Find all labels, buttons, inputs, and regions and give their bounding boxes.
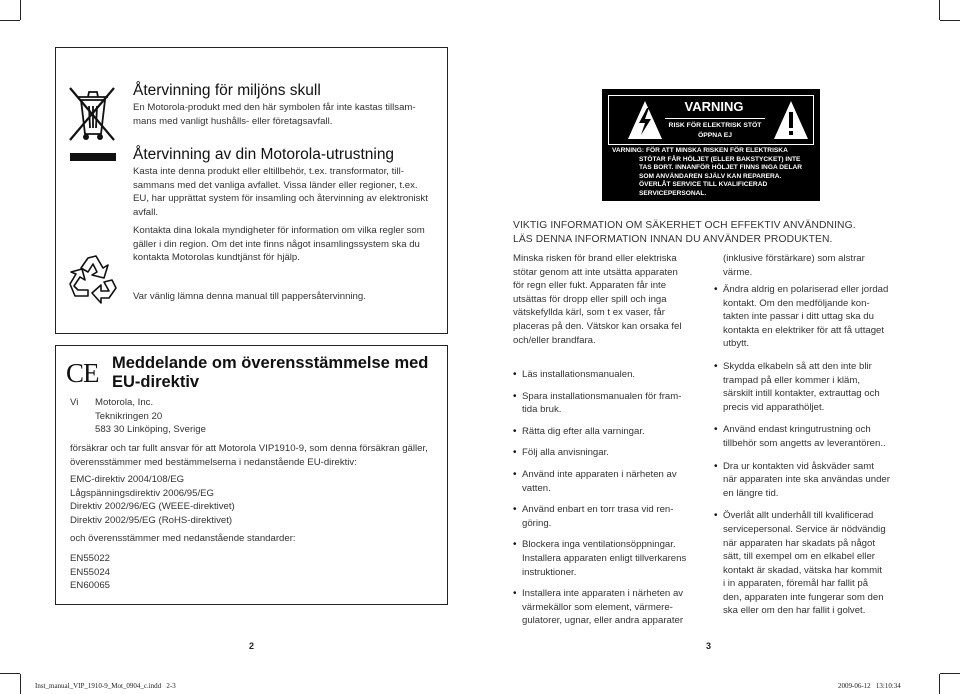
footer-file-name: Inst_manual_VIP_1910-9_Mot_0904_c.indd 2-3 [35, 682, 176, 690]
important-info-heading [513, 219, 933, 246]
declaration-line: försäkrar och tar fullt ansvar för att Motorola VIP1910-9, som denna försäkran gäller, [70, 443, 428, 454]
recycle2-line: avfall. [133, 206, 159, 218]
page-number-left: 2 [249, 641, 255, 651]
intro-line: Minska risken för brand eller elektriska [513, 253, 677, 264]
warning-label [602, 89, 820, 201]
safety-item: • Använd endast kringutrustning och tillbehör som angetts av leverantören.. [714, 423, 924, 450]
crop-mark [940, 673, 960, 674]
warning-text [612, 147, 817, 199]
warning-line: VARNING: FÖR ATT MINSKA RISKEN FÖR ELEKTRISKA [612, 147, 788, 154]
recycle2-text [133, 165, 433, 219]
vi-label: Vi [70, 397, 79, 408]
col2-intro-text [723, 252, 923, 279]
warning-subtitle [665, 121, 765, 140]
safety-item: • Använd inte apparaten i närheten av vatten. [513, 468, 708, 495]
intro-line: värme. [723, 266, 753, 278]
address-line: Teknikringen 20 [95, 410, 163, 422]
safety-item: • Överlåt allt underhåll till kvalificerad servicepersonal. Service är nödvändig när apparaten har skadats på något sätt, till exempel om en elkabel eller kontakt är skadad, vätska har kommit i in apparaten, föremål har fallit på den, apparaten inte fungerar som den ska eller om den har fallit i golvet. [714, 509, 924, 618]
declaration-text [70, 442, 442, 469]
intro-line: för regn eller fukt. Apparaten får inte [513, 280, 667, 292]
recycle-text-line: En Motorola-produkt med den här symbolen får inte kastas tillsam- [133, 102, 416, 113]
warning-line: STÖTAR FÅR HÖLJET (ELLER BAKSTYCKET) INTE [639, 155, 801, 163]
contact-line: gäller i din region. Om det inte finns något insamlingssystem ska du [133, 238, 420, 250]
directive-item: EMC-direktiv 2004/108/EG [70, 474, 185, 485]
recycle2-heading: Återvinning av din Motorola-utrustning [133, 146, 395, 163]
safety-list-col2 [714, 283, 924, 626]
crop-mark [940, 20, 960, 21]
paper-recycling-note: Var vänlig lämna denna manual till pappersåtervinning. [133, 291, 366, 302]
directive-item: Direktiv 2002/95/EG (RoHS-direktivet) [70, 514, 233, 526]
important-line: LÄS DENNA INFORMATION INNAN DU ANVÄNDER PRODUKTEN. [513, 233, 833, 245]
warning-label-header [608, 95, 814, 145]
warning-line: TAS BORT. INNANFÖR HÖLJET FINNS INGA DELAR [639, 164, 803, 172]
fire-risk-text [513, 252, 703, 347]
safety-item: • Använd enbart en torr trasa vid ren- göring. [513, 503, 708, 530]
safety-item: • Dra ur kontakten vid åskväder samt när apparaten inte ska användas under en längre tid. [714, 460, 924, 501]
intro-line: vätskefyllda kärl, som t ex vaser, får [513, 307, 665, 319]
ce-title [112, 354, 428, 392]
intro-line: och/eller brandfara. [513, 334, 596, 346]
crop-mark [0, 20, 20, 21]
safety-item: • Blockera inga ventilationsöppningar. Installera apparaten enligt tillverkarens instruktioner. [513, 538, 708, 579]
warning-sub-line: ÖPPNA EJ [697, 131, 733, 139]
recycle-text [133, 101, 433, 128]
warning-line: SERVICEPERSONAL. [639, 189, 707, 197]
recycle2-line: sammans med det vanliga avfallet. Vissa länder eller regioner, t.ex. [133, 179, 418, 191]
recycle2-line: EU, har upprättat system för insamling och återvinning av elektroniskt [133, 193, 428, 205]
declaration-line: överensstämmer med bestämmelserna i nedanstående EU-direktiv: [70, 456, 357, 468]
recycle-icon [66, 250, 122, 306]
ce-title-line: Meddelande om överensstämmelse med [112, 354, 429, 372]
contact-line: Kontakta dina lokala myndigheter för information om vilka regler som [133, 225, 425, 236]
warning-title: VARNING [684, 99, 744, 114]
safety-item: • Skydda elkabeln så att den inte blir trampad på eller kommer i kläm, särskilt intill kontakter, extrauttag och precis vid apparathöljet. [714, 360, 924, 414]
standards-list [70, 552, 110, 593]
crop-mark [20, 0, 21, 20]
safety-item: • Läs installationsmanualen. [513, 368, 708, 382]
lightning-warning-icon [625, 98, 665, 142]
safety-list-col1 [513, 368, 708, 636]
exclamation-warning-icon [771, 98, 811, 142]
contact-text [133, 224, 433, 265]
recycle2-line: Kasta inte denna produkt eller eltillbehör, t.ex. transformator, till- [133, 166, 404, 177]
safety-item: • Spara installationsmanualen för fram- tida bruk. [513, 390, 708, 417]
warning-line: SOM ANVÄNDAREN SJÄLV KAN REPARERA. [639, 172, 782, 180]
directive-list [70, 473, 235, 527]
directive-item: Direktiv 2002/96/EG (WEEE-direktivet) [70, 501, 235, 513]
intro-line: placeras på den. Vätskor kan orsaka fel [513, 320, 682, 332]
page-number-right: 3 [706, 641, 712, 651]
intro-line: utsättas för dropp eller spill och inga [513, 293, 667, 305]
crop-mark [0, 673, 20, 674]
warning-divider [665, 118, 765, 119]
address-line: 583 30 Linköping, Sverige [95, 424, 206, 436]
safety-item: • Installera inte apparaten i närheten av värmekällor som element, värmere- gulatorer, ugnar, eller andra apparater [513, 587, 708, 628]
warning-sub-line: RISK FÖR ELEKTRISK STÖT [668, 122, 762, 129]
intro-line: stötar genom att inte utsätta apparaten [513, 266, 678, 278]
directive-item: Lågspänningsdirektiv 2006/95/EG [70, 487, 215, 499]
contact-line: kontakta Motorolas kundtjänst för hjälp. [133, 252, 300, 264]
standard-item: EN55022 [70, 553, 111, 564]
intro-line: (inklusive förstärkare) som alstrar [723, 253, 865, 264]
footer-timestamp: 2009-06-12 13:10:34 [838, 682, 901, 690]
safety-item: • Ändra aldrig en polariserad eller jordad kontakt. Om den medföljande kon- takten inte passar i ditt uttag ska du kontakta en elektriker för att få uttaget utbytt. [714, 283, 924, 351]
recycle-heading: Återvinning för miljöns skull [133, 82, 321, 99]
crop-mark [20, 674, 21, 694]
standard-item: EN55024 [70, 566, 111, 578]
safety-item: • Följ alla anvisningar. [513, 446, 708, 460]
company-address [95, 396, 206, 437]
recycle-text-line: mans med vanligt hushålls- eller företagsavfall. [133, 115, 333, 127]
crossed-bin-icon [66, 80, 118, 162]
ce-mark-icon: CE [66, 358, 99, 388]
crop-mark [939, 674, 940, 694]
ce-title-line: EU-direktiv [112, 373, 200, 391]
important-line: VIKTIG INFORMATION OM SÄKERHET OCH EFFEKTIV ANVÄNDNING. [513, 220, 856, 231]
warning-line: ÖVERLÅT SERVICE TILL KVALIFICERAD [639, 181, 768, 189]
safety-item: • Rätta dig efter alla varningar. [513, 425, 708, 439]
address-line: Motorola, Inc. [95, 397, 154, 408]
standard-item: EN60065 [70, 580, 111, 592]
crop-mark [939, 0, 940, 20]
standards-intro: och överensstämmer med nedanstående standarder: [70, 533, 296, 544]
